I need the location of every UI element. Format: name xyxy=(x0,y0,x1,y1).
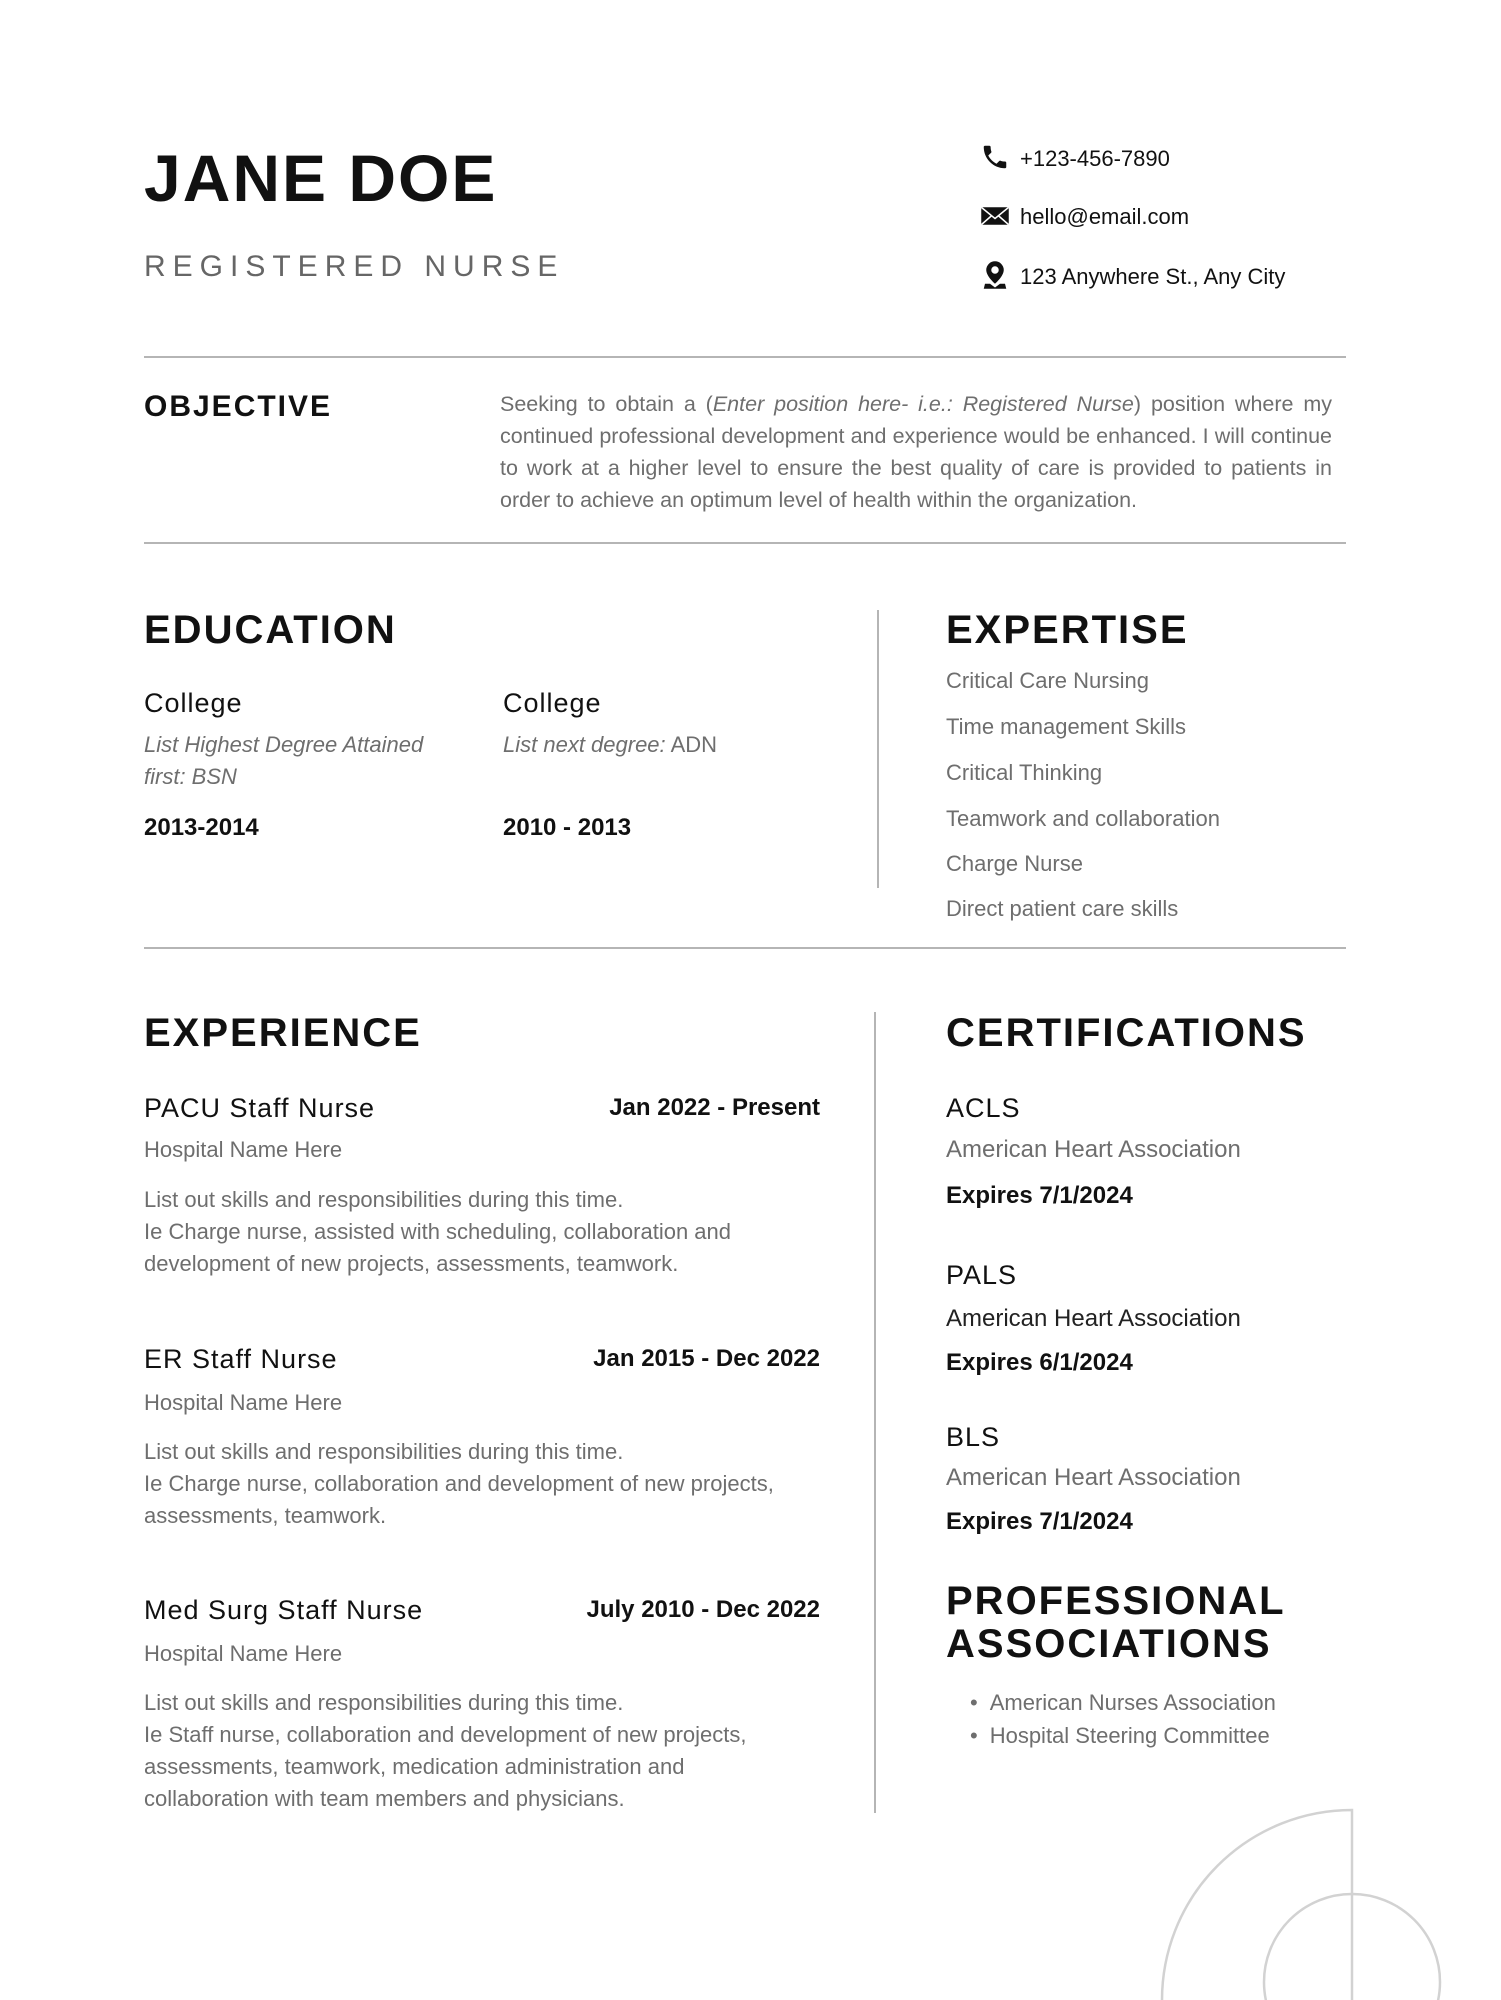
education-degree: first: BSN xyxy=(144,764,237,789)
job-hospital: Hospital Name Here xyxy=(144,1137,343,1162)
column-divider xyxy=(877,610,879,888)
objective-text-italic: Enter position here- i.e.: Registered Nurse xyxy=(712,392,1134,416)
cert-expires: Expires 7/1/2024 xyxy=(946,1182,1133,1209)
divider xyxy=(144,542,1346,544)
address-text: 123 Anywhere St., Any City xyxy=(1020,264,1286,289)
association-item: • American Nurses Association xyxy=(970,1686,1276,1719)
expertise-item: Direct patient care skills xyxy=(946,896,1179,921)
desc-line: assessments, teamwork, medication administration and xyxy=(144,1754,685,1779)
education-degree: List Highest Degree Attained xyxy=(144,732,424,757)
education-degree xyxy=(503,732,717,758)
education-heading: EDUCATION xyxy=(144,608,397,652)
job-description xyxy=(144,1436,774,1532)
objective-text-part: ) position where my continued professional development and experience would be enhanced. I will continue to work at a higher level to ensure the best quality of care is provided to patients in order to achieve an optimum level of health within the organization. xyxy=(500,392,1333,512)
column-divider xyxy=(874,1012,876,1813)
degree-value: ADN xyxy=(665,732,718,757)
phone-text: +123-456-7890 xyxy=(1020,146,1170,171)
job-title: Med Surg Staff Nurse xyxy=(144,1595,424,1625)
expertise-item: Time management Skills xyxy=(946,714,1187,739)
cert-expires: Expires 6/1/2024 xyxy=(946,1349,1133,1376)
email-text: hello@email.com xyxy=(1020,204,1190,229)
job-dates: Jan 2015 - Dec 2022 xyxy=(593,1345,820,1372)
heading-line: PROFESSIONAL xyxy=(946,1579,1286,1623)
desc-line: Ie Charge nurse, assisted with scheduling, collaboration and xyxy=(144,1219,732,1244)
expertise-item: Critical Thinking xyxy=(946,760,1103,785)
divider xyxy=(144,947,1346,949)
job-title: PACU Staff Nurse xyxy=(144,1093,376,1123)
location-pin-icon xyxy=(980,260,1010,290)
education-years: 2010 - 2013 xyxy=(503,814,632,841)
certifications-heading: CERTIFICATIONS xyxy=(946,1011,1307,1055)
cert-org: American Heart Association xyxy=(946,1464,1241,1491)
education-school: College xyxy=(144,688,243,718)
association-item: • Hospital Steering Committee xyxy=(970,1719,1276,1752)
phone-icon xyxy=(980,142,1010,172)
desc-line: Ie Charge nurse, collaboration and development of new projects, xyxy=(144,1471,774,1496)
job-hospital: Hospital Name Here xyxy=(144,1390,343,1415)
expertise-item: Charge Nurse xyxy=(946,851,1083,876)
objective-heading: OBJECTIVE xyxy=(144,390,333,423)
desc-line: List out skills and responsibilities during this time. xyxy=(144,1690,624,1715)
cert-expires: Expires 7/1/2024 xyxy=(946,1508,1133,1535)
desc-line: Ie Staff nurse, collaboration and development of new projects, xyxy=(144,1722,747,1747)
candidate-title: REGISTERED NURSE xyxy=(144,250,565,283)
cert-org: American Heart Association xyxy=(946,1305,1241,1332)
objective-text-part: Seeking to obtain a ( xyxy=(500,392,713,416)
desc-line: List out skills and responsibilities during this time. xyxy=(144,1439,624,1464)
cert-name: ACLS xyxy=(946,1093,1021,1123)
desc-line: assessments, teamwork. xyxy=(144,1503,387,1528)
associations-heading xyxy=(946,1580,1286,1666)
associations-list xyxy=(970,1686,1276,1752)
job-title: ER Staff Nurse xyxy=(144,1344,338,1374)
heading-line: ASSOCIATIONS xyxy=(946,1622,1272,1666)
job-description xyxy=(144,1184,731,1280)
cert-name: PALS xyxy=(946,1260,1018,1290)
experience-heading: EXPERIENCE xyxy=(144,1011,422,1055)
cert-org: American Heart Association xyxy=(946,1136,1241,1163)
education-years: 2013-2014 xyxy=(144,814,259,841)
divider xyxy=(144,356,1346,358)
job-dates: July 2010 - Dec 2022 xyxy=(586,1596,820,1623)
objective-text xyxy=(500,388,1332,516)
job-hospital: Hospital Name Here xyxy=(144,1641,343,1666)
expertise-heading: EXPERTISE xyxy=(946,608,1189,652)
email-icon xyxy=(980,201,1010,231)
desc-line: collaboration with team members and physicians. xyxy=(144,1786,625,1811)
expertise-item: Critical Care Nursing xyxy=(946,668,1149,693)
decorative-arcs xyxy=(1100,1780,1501,2000)
desc-line: development of new projects, assessments, teamwork. xyxy=(144,1251,679,1276)
desc-line: List out skills and responsibilities during this time. xyxy=(144,1187,624,1212)
education-school: College xyxy=(503,688,602,718)
candidate-name: JANE DOE xyxy=(144,141,498,215)
expertise-item: Teamwork and collaboration xyxy=(946,806,1220,831)
job-description xyxy=(144,1687,747,1815)
degree-label: List next degree: xyxy=(503,732,666,757)
cert-name: BLS xyxy=(946,1422,1001,1452)
job-dates: Jan 2022 - Present xyxy=(609,1094,820,1121)
